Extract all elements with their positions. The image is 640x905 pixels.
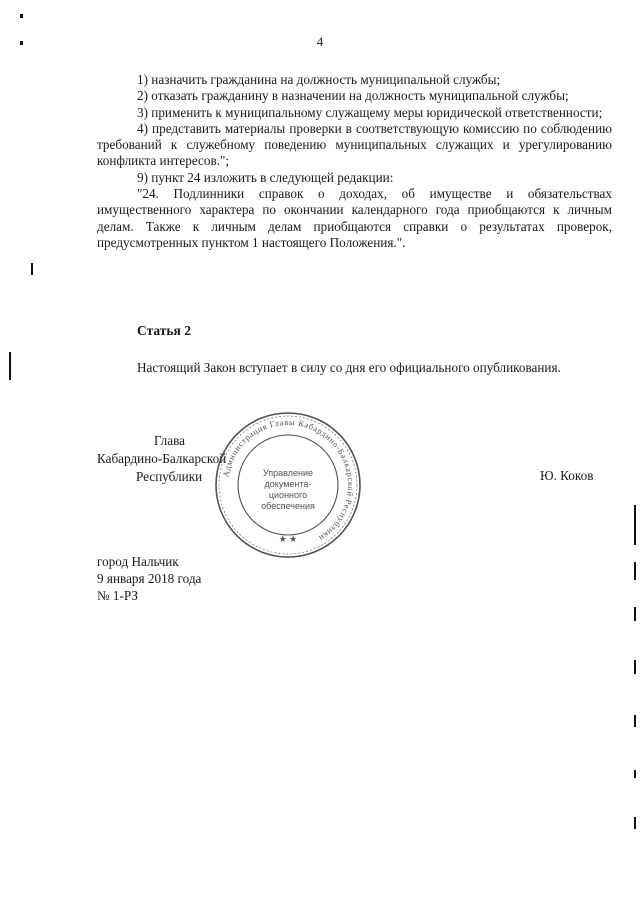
date: 9 января 2018 года — [97, 571, 202, 586]
signer-title: Республики — [136, 469, 203, 484]
scan-mark — [634, 607, 636, 621]
article-text: Настоящий Закон вступает в силу со дня его официального опубликования. — [137, 360, 561, 375]
amendment-text — [97, 72, 612, 251]
scan-mark — [634, 817, 636, 829]
seal-star-icon: ★ ★ — [278, 534, 298, 544]
list-item: 2) отказать гражданину в назначении на должность муниципальной службы; — [137, 88, 569, 104]
seal-inner-text: ционного — [268, 490, 308, 500]
quoted-paragraph: "24. Подлинники справок о доходах, об имуществе и обязательствах имущественного характера по окончании календарного года приобщаются к личным делам. Также к личным делам приобщаются справки о результатах проверок, предусмотренных пунктом 1 настоящего Положения.". — [97, 186, 612, 250]
place-and-date — [97, 553, 201, 604]
signer-name: Ю. Коков — [540, 468, 594, 483]
scan-mark — [9, 352, 11, 380]
list-item: 1) назначить гражданина на должность муниципальной службы; — [137, 72, 501, 87]
seal-outer-text: Администрация Главы Кабардино-Балкарской Республики — [220, 416, 357, 544]
seal-inner-text: обеспечения — [261, 501, 315, 511]
list-item: 4) представить материалы проверки в соответствующую комиссию по соблюдению требований к служебному поведению муниципальных служащих и урегулированию конфликта интересов."; — [97, 120, 612, 169]
scan-mark — [634, 715, 636, 727]
scan-mark — [634, 505, 636, 545]
official-seal — [213, 410, 363, 560]
scan-mark — [634, 562, 636, 580]
signature-block — [97, 432, 226, 486]
city: город Нальчик — [97, 554, 179, 569]
signer-title: Кабардино-Балкарской — [97, 451, 227, 466]
signer-title: Глава — [154, 433, 185, 448]
list-item: 9) пункт 24 изложить в следующей редакции: — [137, 169, 394, 185]
scan-mark — [31, 263, 33, 275]
article-title: Статья 2 — [137, 323, 191, 338]
page-number: 4 — [316, 34, 324, 49]
scan-mark — [20, 14, 23, 18]
list-item: 3) применить к муниципальному служащему меры юридической ответственности; — [137, 104, 603, 120]
scan-mark — [634, 660, 636, 674]
seal-inner-text: документа- — [264, 479, 312, 489]
law-number: № 1-РЗ — [97, 588, 138, 603]
seal-inner-text: Управление — [262, 468, 314, 478]
scan-mark — [634, 770, 636, 778]
